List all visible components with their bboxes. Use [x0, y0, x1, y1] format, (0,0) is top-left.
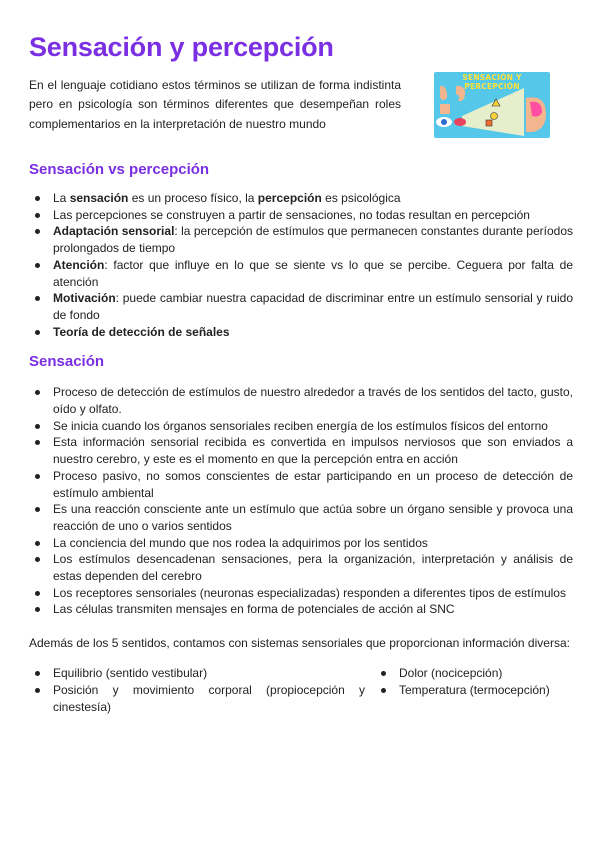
document-page — [29, 30, 573, 714]
bullet-icon — [381, 688, 386, 693]
bullet-icon — [35, 263, 40, 268]
bullet-icon — [35, 507, 40, 512]
list-item — [29, 601, 573, 618]
item-text: Proceso pasivo, no somos conscientes de estar participando en un proceso de detección de estímulo ambiental — [53, 468, 573, 500]
bullet-icon — [35, 541, 40, 546]
list-item — [29, 190, 573, 207]
bullet-icon — [35, 229, 40, 234]
bullet-icon — [35, 424, 40, 429]
section-vs-list — [29, 190, 573, 340]
item-text: Temperatura (termocepción) — [399, 682, 550, 697]
perception-beam — [462, 88, 524, 136]
list-item — [29, 223, 573, 256]
hand-icon — [440, 104, 450, 114]
item-text: Posición y movimiento corporal (propiocepción y cinestesía) — [53, 682, 365, 714]
circle-shape-icon — [491, 113, 498, 120]
item-text: es un proceso físico, la — [128, 191, 258, 205]
item-text: Se inicia cuando los órganos sensoriales reciben energía de los estímulos físicos del entorno — [53, 418, 548, 433]
bullet-icon — [35, 296, 40, 301]
bullet-icon — [35, 440, 40, 445]
item-text: : puede cambiar nuestra capacidad de discriminar entre un estímulo sensorial y ruido de fondo — [53, 291, 573, 322]
item-text: : la percepción de estímulos que permanecen constantes durante períodos prolongados de tiempo — [53, 224, 573, 256]
item-text: Es una reacción consciente ante un estímulo que actúa sobre un órgano sensible y provoca una reacción de uno o varios sentidos — [53, 502, 573, 533]
bold-term: Adaptación sensorial — [53, 224, 175, 239]
list-item — [29, 535, 573, 552]
hero-illustration — [434, 72, 550, 138]
mouth-icon — [454, 118, 466, 126]
extra-senses-right-list — [375, 665, 573, 698]
bold-term: Teoría de detección de señales — [53, 324, 230, 339]
bullet-icon — [35, 474, 40, 479]
bullet-icon — [35, 213, 40, 218]
list-item — [29, 551, 573, 584]
list-item — [29, 324, 573, 341]
list-item — [29, 207, 573, 224]
section-sensacion-list — [29, 384, 573, 618]
bold-term: sensación — [69, 191, 129, 205]
list-item — [29, 434, 573, 467]
section-heading-vs: Sensación vs percepción — [29, 161, 210, 178]
item-text: Equilibrio (sentido vestibular) — [53, 666, 208, 681]
item-text: Las células transmiten mensajes en forma de potenciales de acción al SNC — [53, 602, 455, 617]
list-item — [29, 257, 573, 290]
bullet-icon — [35, 591, 40, 596]
item-text: Los estímulos desencadenan sensaciones, pera la organización, interpretación y análisis de estas dependen del cerebro — [53, 552, 573, 584]
list-item — [29, 585, 573, 602]
list-item — [29, 290, 573, 323]
intro-row — [29, 73, 573, 152]
item-text: Las percepciones se construyen a partir de sensaciones, no todas resultan en percepción — [53, 207, 530, 222]
extra-senses-paragraph: Además de los 5 sentidos, contamos con sistemas sensoriales que proporcionan información diversa: — [29, 636, 570, 651]
square-shape-icon — [486, 120, 492, 126]
item-text: Los receptores sensoriales (neuronas especializadas) responden a diferentes tipos de estímulos — [53, 585, 566, 600]
list-item — [29, 501, 573, 534]
eye-pupil-icon — [441, 119, 447, 125]
item-text: Esta información sensorial recibida es convertida en impulsos nerviosos que son enviados a nuestro cerebro, y este es el momento en que la percepción entra en acción — [53, 435, 573, 467]
extra-senses-columns — [29, 665, 573, 714]
hero-illustration-title: SENSACIÓN Y PERCEPCIÓN — [462, 73, 522, 91]
bold-term: percepción — [257, 191, 322, 205]
extra-senses-left-list — [29, 665, 365, 715]
intro-paragraph: En el lenguaje cotidiano estos términos se utilizan de forma indistinta pero en psicología son términos diferentes que desempeñan roles complementarios en la interpretación de nuestro mundo — [29, 78, 401, 131]
page-title: Sensación y percepción — [29, 32, 334, 62]
list-item — [29, 384, 573, 417]
list-item — [29, 665, 365, 682]
item-text: La — [53, 191, 70, 205]
bold-term: Atención — [53, 257, 105, 272]
item-text: Proceso de detección de estímulos de nuestro alrededor a través de los sentidos del tacto, gusto, oído y olfato. — [53, 385, 573, 417]
bullet-icon — [381, 671, 386, 676]
bullet-icon — [35, 390, 40, 395]
bullet-icon — [35, 557, 40, 562]
item-text: Dolor (nocicepción) — [399, 666, 503, 681]
bullet-icon — [35, 330, 40, 335]
bullet-icon — [35, 671, 40, 676]
item-text: La conciencia del mundo que nos rodea la adquirimos por los sentidos — [53, 535, 428, 550]
list-item — [375, 665, 573, 682]
bullet-icon — [35, 688, 40, 693]
list-item — [375, 682, 573, 699]
section-heading-sensacion: Sensación — [29, 353, 105, 371]
list-item — [29, 468, 573, 501]
bullet-icon — [35, 196, 40, 201]
item-text: es psicológica — [321, 191, 401, 205]
list-item — [29, 682, 365, 715]
item-text: : factor que influye en lo que se siente vs lo que se percibe. Ceguera por falta de atención — [53, 257, 573, 289]
bullet-icon — [35, 607, 40, 612]
bold-term: Motivación — [53, 291, 116, 306]
list-item — [29, 418, 573, 435]
